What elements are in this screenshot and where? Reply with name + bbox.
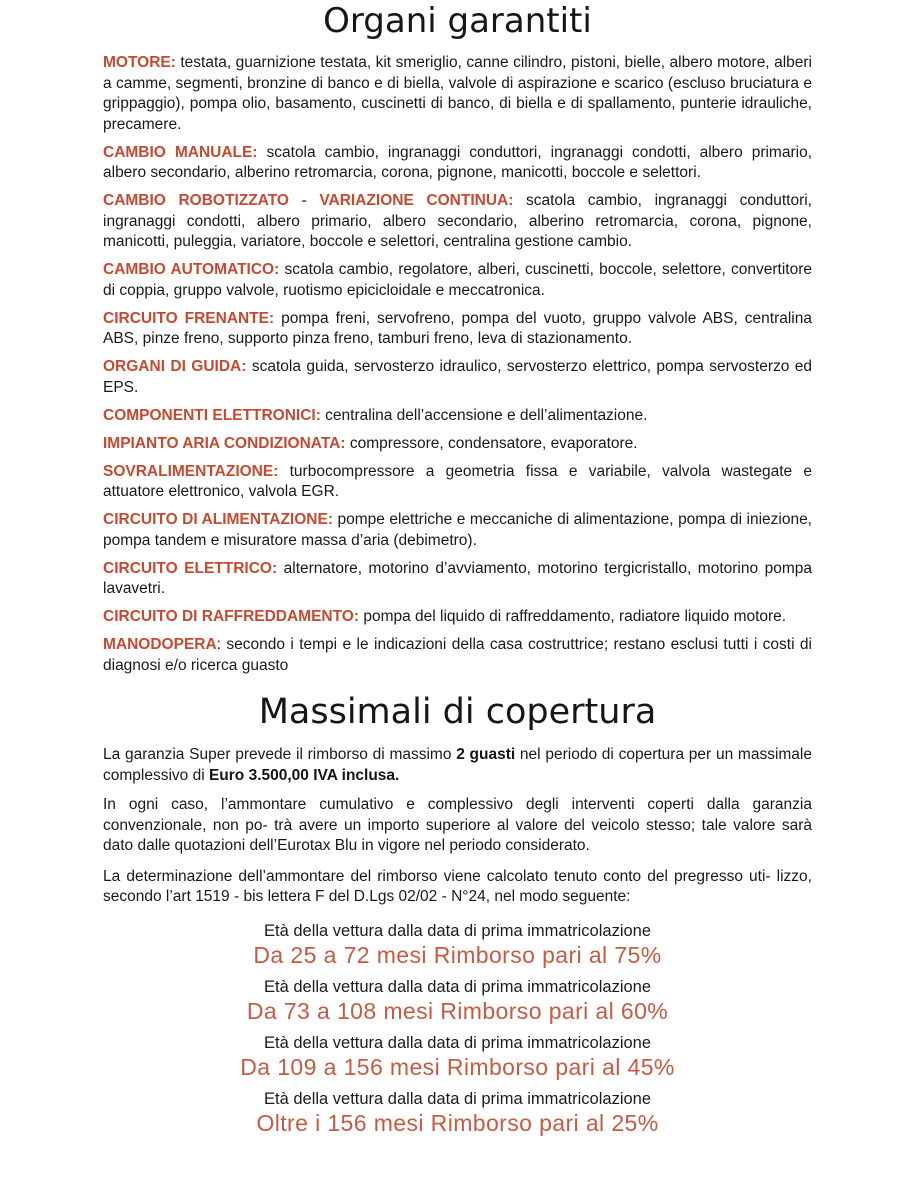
paragraph-massimale-garanzia [103,745,812,786]
rimborso-intro-2: Età della vettura dalla data di prima immatricolazione [263,977,652,996]
section-cambio-robotizzato [103,191,812,253]
section-text-impianto-aria-condizionata: compressore, condensatore, evaporatore. [345,434,638,452]
section-text-cambio-manuale: scatola cambio, ingranaggi conduttori, ingranaggi condotti, albero primario, albero secondario, alberino retromarcia, corona, pignone, manicotti, boccole e selettori. [103,143,812,182]
section-text-organi-di-guida: scatola guida, servosterzo idraulico, servosterzo elettrico, pompa servosterzo ed EPS. [103,358,812,396]
paragraph-text: nel periodo di copertura per un massimale complessivo di [103,746,812,784]
page-title-organi-garantiti: Organi garantiti [323,1,592,41]
bold-euro-massimale: Euro 3.500,00 IVA inclusa. [208,766,400,784]
paragraph-text: La garanzia Super prevede il rimborso di massimo [103,746,457,764]
section-motore [103,53,812,135]
rimborso-value-3: Da 109 a 156 mesi Rimborso pari al 45% [240,1053,675,1080]
section-text-circuito-elettrico: alternatore, motorino d’avviamento, motorino tergicristallo, motorino pompa lavavetri. [103,559,812,598]
section-circuito-di-alimentazione [103,510,812,551]
section-label-organi-di-guida: ORGANI DI GUIDA: [103,358,247,376]
section-text-circuito-di-raffreddamento: pompa del liquido di raffreddamento, radiatore liquido motore. [359,608,787,626]
section-circuito-di-raffreddamento [103,607,812,628]
section-label-circuito-frenante: CIRCUITO FRENANTE: [103,309,275,327]
section-cambio-automatico [103,260,812,301]
rimborso-intro-1: Età della vettura dalla data di prima immatricolazione [263,921,652,940]
rimborso-intro-3: Età della vettura dalla data di prima immatricolazione [263,1033,652,1052]
page-title-massimali-di-copertura: Massimali di copertura [258,692,657,733]
section-cambio-manuale [103,143,812,184]
section-circuito-frenante [103,309,812,350]
section-text-cambio-robotizzato: scatola cambio, ingranaggi conduttori, ingranaggi condotti, albero primario, albero secondario, alberino retromarcia, corona, pignone, manicotti, puleggia, variatore, boccole e selettori, centralina gestione cambio. [103,192,812,251]
rimborso-intro-4: Età della vettura dalla data di prima immatricolazione [263,1089,652,1108]
section-label-circuito-elettrico: CIRCUITO ELETTRICO: [103,559,278,577]
section-circuito-elettrico [103,559,812,600]
rimborso-value-1: Da 25 a 72 mesi Rimborso pari al 75% [253,941,662,968]
section-text-componenti-elettronici: centralina dell’accensione e dell’alimentazione. [320,406,648,424]
rimborso-value-4: Oltre i 156 mesi Rimborso pari al 25% [256,1109,659,1136]
section-text-sovralimentazione: turbocompressore a geometria fissa e variabile, valvola wastegate e attuatore elettronico, valvola EGR. [103,462,812,501]
bold-2-guasti: 2 guasti [456,746,516,764]
section-label-impianto-aria-condizionata: IMPIANTO ARIA CONDIZIONATA: [103,434,346,452]
rimborso-row-2 [103,978,812,1024]
rimborso-row-3 [103,1034,812,1080]
section-label-sovralimentazione: SOVRALIMENTAZIONE: [103,462,279,480]
rimborso-schedule [103,922,812,1136]
section-text-manodopera: : secondo i tempi e le indicazioni della casa costruttrice; restano esclusi tutti i costi di diagnosi e/o ricerca guasto [103,636,812,674]
section-sovralimentazione [103,462,812,503]
section-label-manodopera: MANODOPERA [103,636,217,654]
section-text-circuito-frenante: pompa freni, servofreno, pompa del vuoto, gruppo valvole ABS, centralina ABS, pinze freno, supporto pinza freno, tamburi freno, leva di stazionamento. [103,309,812,348]
section-label-cambio-automatico: CAMBIO AUTOMATICO: [103,261,280,279]
paragraph-ammontare-cumulativo: In ogni caso, l’ammontare cumulativo e complessivo degli interventi coperti dalla garanzia convenzionale, non po- trà avere un importo superiore al valore del veicolo stesso; tale valore sarà dato dalle quotazioni dell’Eurotax Blu in vigore nel periodo considerato. [103,796,812,855]
section-organi-di-guida [103,357,812,398]
section-text-circuito-di-alimentazione: pompe elettriche e meccaniche di alimentazione, pompa di iniezione, pompa tandem e misuratore massa d’aria (debimetro). [103,511,812,549]
paragraph-determinazione-rimborso: La determinazione dell’ammontare del rimborso viene calcolato tenuto conto del pregresso uti- lizzo, secondo l’art 1519 - bis lettera F del D.Lgs 02/02 - N°24, nel modo seguente: [103,867,812,906]
rimborso-row-1 [103,922,812,968]
section-label-motore: MOTORE: [103,54,176,72]
section-label-circuito-di-alimentazione: CIRCUITO DI ALIMENTAZIONE: [103,511,333,529]
rimborso-row-4 [103,1090,812,1136]
section-label-cambio-manuale: CAMBIO MANUALE: [103,143,258,161]
section-manodopera [103,635,812,676]
section-componenti-elettronici [103,406,812,427]
section-label-circuito-di-raffreddamento: CIRCUITO DI RAFFREDDAMENTO: [103,608,360,626]
section-label-cambio-robotizzato: CAMBIO ROBOTIZZATO - VARIAZIONE CONTINUA: [103,192,514,210]
rimborso-value-2: Da 73 a 108 mesi Rimborso pari al 60% [246,997,669,1024]
section-text-cambio-automatico: scatola cambio, regolatore, alberi, cuscinetti, boccole, selettore, convertitore di coppia, gruppo valvole, ruotismo epicicloidale e meccatronica. [103,261,812,299]
section-label-componenti-elettronici: COMPONENTI ELETTRONICI: [103,406,321,424]
section-impianto-aria-condizionata [103,434,812,455]
section-text-motore: testata, guarnizione testata, kit smeriglio, canne cilindro, pistoni, bielle, albero motore, alberi a camme, segmenti, bronzine di banco e di biella, valvole di aspirazione e scarico (escluso bruciatura e grippaggio), pompa olio, basamento, cuscinetti di banco, di biella e di spallamento, punterie idrauliche, precamere. [103,54,812,133]
